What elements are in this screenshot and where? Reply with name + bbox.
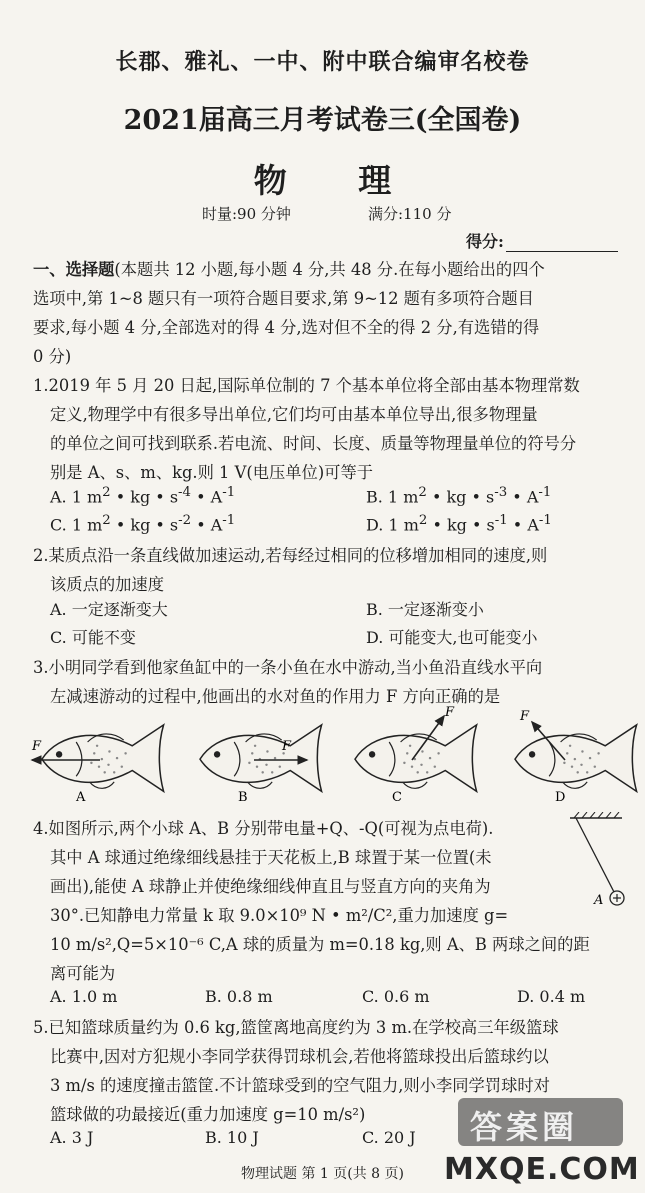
section-intro-text: (本题共 12 小题,每小题 4 分,共 48 分.在每小题给出的四个	[114, 260, 545, 279]
full-score: 满分:110 分	[368, 205, 452, 223]
force-label-d: F	[520, 709, 530, 724]
q5-stem-line: 5.已知篮球质量约为 0.6 kg,篮筐离地高度约为 3 m.在学校高三年级篮球	[33, 1018, 559, 1037]
force-label-b: F	[282, 739, 292, 754]
section-title: 一、选择题	[33, 260, 115, 279]
q5-option-a: A. 3 J	[50, 1128, 94, 1147]
q4-stem-line: 10 m/s²,Q=5×10⁻⁶ C,A 球的质量为 m=0.18 kg,则 A、B 两球之间的距	[50, 935, 590, 954]
schools-line: 长郡、雅礼、一中、附中联合编审名校卷	[115, 50, 530, 75]
exam-time: 时量:90 分钟	[202, 205, 291, 223]
force-label-a: F	[32, 739, 42, 754]
q1-stem-line: 的单位之间可找到联系.若电流、时间、长度、质量等物理量单位的符号分	[50, 434, 577, 453]
fig-label-d: D	[555, 790, 566, 805]
score-blank	[506, 233, 618, 252]
q2-stem-line: 2.某质点沿一条直线做加速运动,若每经过相同的位移增加相同的速度,则	[33, 546, 548, 565]
q1-stem-line: 别是 A、s、m、kg.则 1 V(电压单位)可等于	[50, 463, 374, 482]
q4-stem-line: 其中 A 球通过绝缘细线悬挂于天花板上,B 球置于某一位置(未	[50, 848, 492, 867]
section-intro-line: 0 分)	[33, 347, 72, 366]
fish-figure-a	[31, 725, 164, 805]
page-footer: 物理试题 第 1 页(共 8 页)	[241, 1166, 404, 1182]
force-label-c: F	[445, 705, 455, 720]
fish-figure-c	[355, 705, 477, 805]
section-intro-line: 选项中,第 1~8 题只有一项符合题目要求,第 9~12 题有多项符合题目	[33, 289, 534, 308]
site-watermark	[440, 1098, 640, 1193]
fig-label-b: B	[238, 790, 248, 805]
q1-stem-line: 定义,物理学中有很多导出单位,它们均可由基本单位导出,很多物理量	[50, 405, 538, 424]
q4-option-a: A. 1.0 m	[50, 987, 118, 1006]
q2-option-d: D. 可能变大,也可能变小	[366, 628, 538, 647]
q2-option-a: A. 一定逐渐变大	[50, 600, 168, 619]
q1-option-b: B. 1 $m^2$ • kg • $s^{-3}$ • $A^{-1}$	[366, 485, 552, 507]
q3-fish-figures	[20, 700, 640, 815]
q3-stem-line: 3.小明同学看到他家鱼缸中的一条小鱼在水中游动,当小鱼沿直线水平向	[33, 658, 543, 677]
score-field	[466, 229, 618, 252]
watermark-bottom: MXQE.COM	[444, 1152, 640, 1187]
q4-option-d: D. 0.4 m	[517, 987, 586, 1006]
q1-option-a: A. 1 $m^2$ • kg • $s^{-4}$ • $A^{-1}$	[50, 485, 236, 507]
fish-figure-b	[200, 725, 322, 805]
q2-option-c: C. 可能不变	[50, 628, 136, 647]
ball-a-label: A	[594, 893, 604, 908]
q5-stem-line: 篮球做的功最接近(重力加速度 g=10 m/s²)	[50, 1105, 366, 1124]
section-intro-line: 要求,每小题 4 分,全部选对的得 4 分,选对但不全的得 2 分,有选错的得	[33, 318, 540, 337]
q4-stem-line: 30°.已知静电力常量 k 取 9.0×10⁹ N • m²/C²,重力加速度 g=	[50, 906, 509, 925]
q5-stem-line: 比赛中,因对方犯规小李同学获得罚球机会,若他将篮球投出后篮球约以	[50, 1047, 549, 1066]
q5-option-b: B. 10 J	[205, 1128, 259, 1147]
q2-stem-line: 该质点的加速度	[50, 575, 164, 594]
q1-stem-line: 1.2019 年 5 月 20 日起,国际单位制的 7 个基本单位将全部由基本物理常数	[33, 376, 580, 395]
fish-figure-d	[515, 709, 637, 805]
q3-stem-line: 左减速游动的过程中,他画出的水对鱼的作用力 F 方向正确的是	[50, 687, 501, 706]
q1-option-c: C. 1 $m^2$ • kg • $s^{-2}$ • $A^{-1}$	[50, 513, 236, 535]
fig-label-c: C	[392, 790, 402, 805]
q4-stem-line: 4.如图所示,两个小球 A、B 分别带电量+Q、-Q(可视为点电荷).	[33, 819, 494, 838]
exam-title: 2021届高三月考试卷三(全国卷)	[123, 105, 522, 136]
subject-title: 物 理	[253, 161, 422, 200]
q2-option-b: B. 一定逐渐变小	[366, 600, 484, 619]
q5-stem-line: 3 m/s 的速度撞击篮筐.不计篮球受到的空气阻力,则小李同学罚球时对	[50, 1076, 550, 1095]
score-label: 得分:	[466, 232, 504, 251]
q4-stem-line: 画出),能使 A 球静止并使绝缘细线伸直且与竖直方向的夹角为	[50, 877, 491, 896]
q4-stem-line: 离可能为	[50, 964, 116, 983]
section-intro-first	[33, 255, 545, 284]
fig-label-a: A	[76, 790, 86, 805]
q4-pendulum-figure	[560, 812, 640, 912]
q4-option-b: B. 0.8 m	[205, 987, 273, 1006]
watermark-top: 答案圈	[470, 1108, 579, 1146]
q5-option-c: C. 20 J	[362, 1128, 416, 1147]
q4-option-c: C. 0.6 m	[362, 987, 430, 1006]
q1-option-d: D. 1 $m^2$ • kg • $s^{-1}$ • $A^{-1}$	[366, 513, 552, 535]
